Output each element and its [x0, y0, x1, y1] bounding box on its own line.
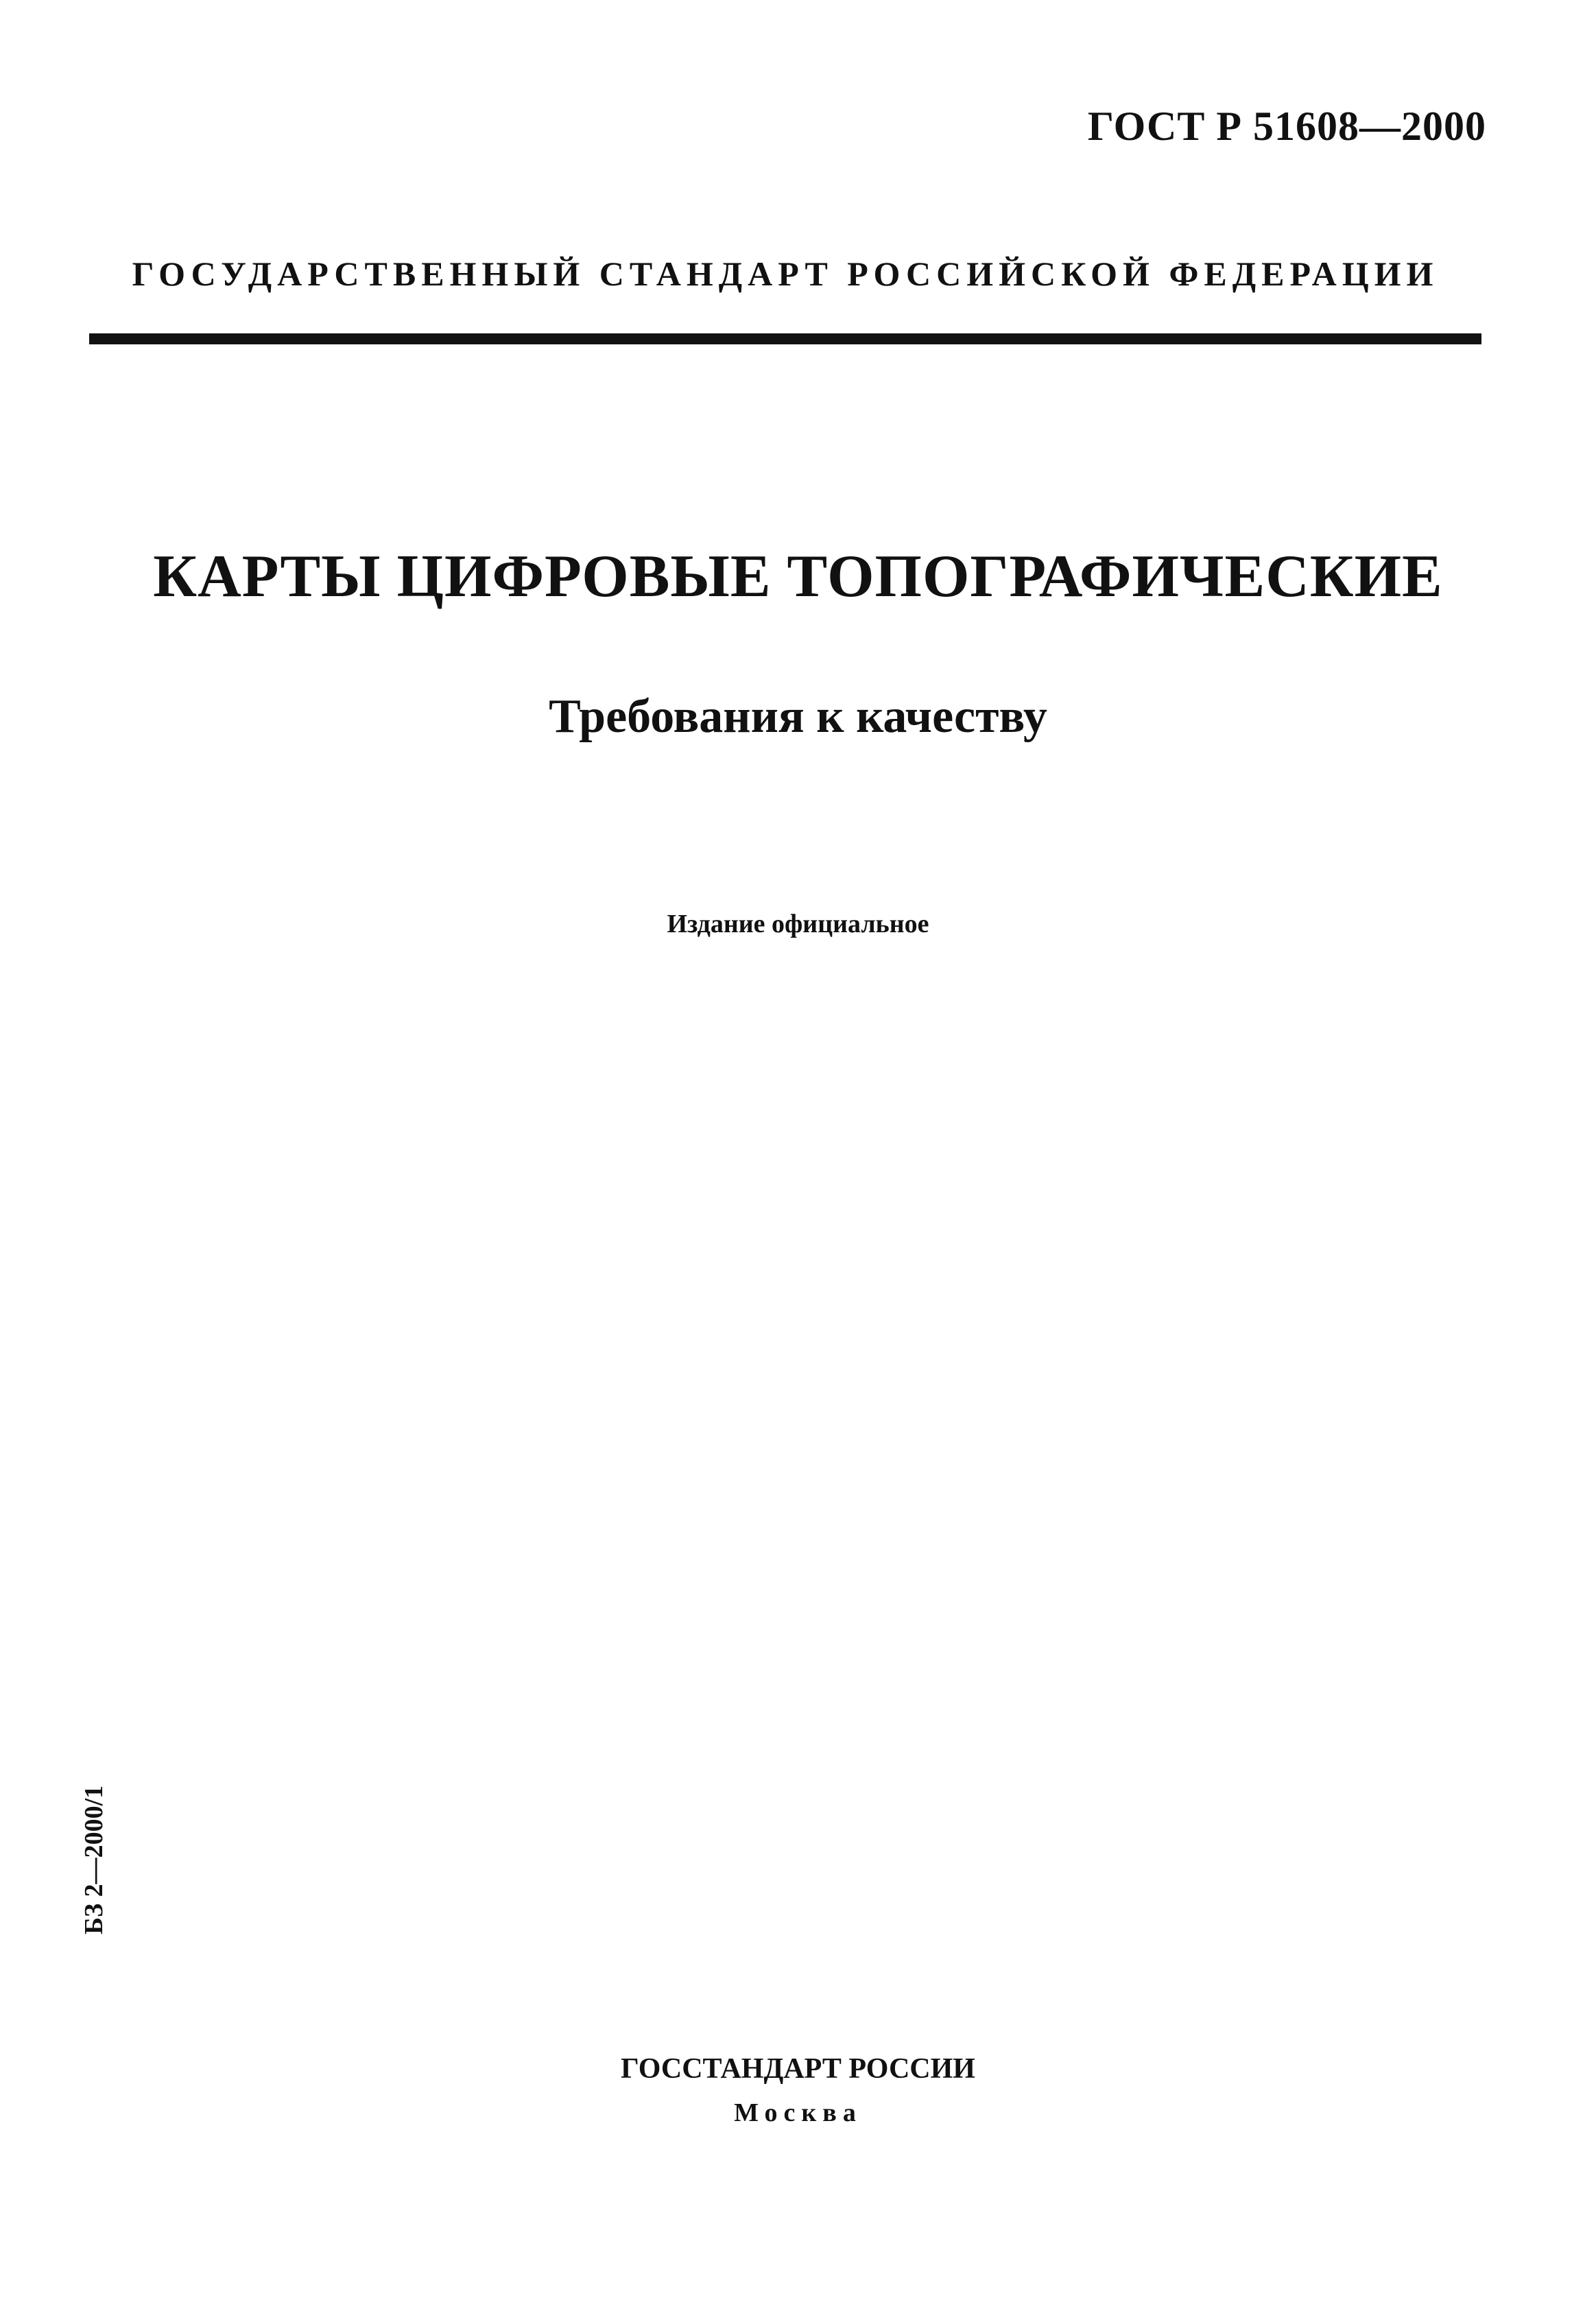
- publisher: ГОССТАНДАРТ РОССИИ: [621, 2053, 975, 2085]
- header-divider: [89, 333, 1481, 344]
- standard-type-heading: ГОСУДАРСТВЕННЫЙ СТАНДАРТ РОССИЙСКОЙ ФЕДЕРАЦИИ: [132, 254, 1439, 293]
- publication-city: Москва: [734, 2098, 862, 2127]
- edition-note: Издание официальное: [667, 910, 929, 938]
- document-title: КАРТЫ ЦИФРОВЫЕ ТОПОГРАФИЧЕСКИЕ: [153, 543, 1443, 610]
- document-subtitle: Требования к качеству: [549, 690, 1047, 743]
- side-code: БЗ 2—2000/1: [80, 1785, 108, 1934]
- document-number: ГОСТ Р 51608—2000: [1087, 104, 1486, 149]
